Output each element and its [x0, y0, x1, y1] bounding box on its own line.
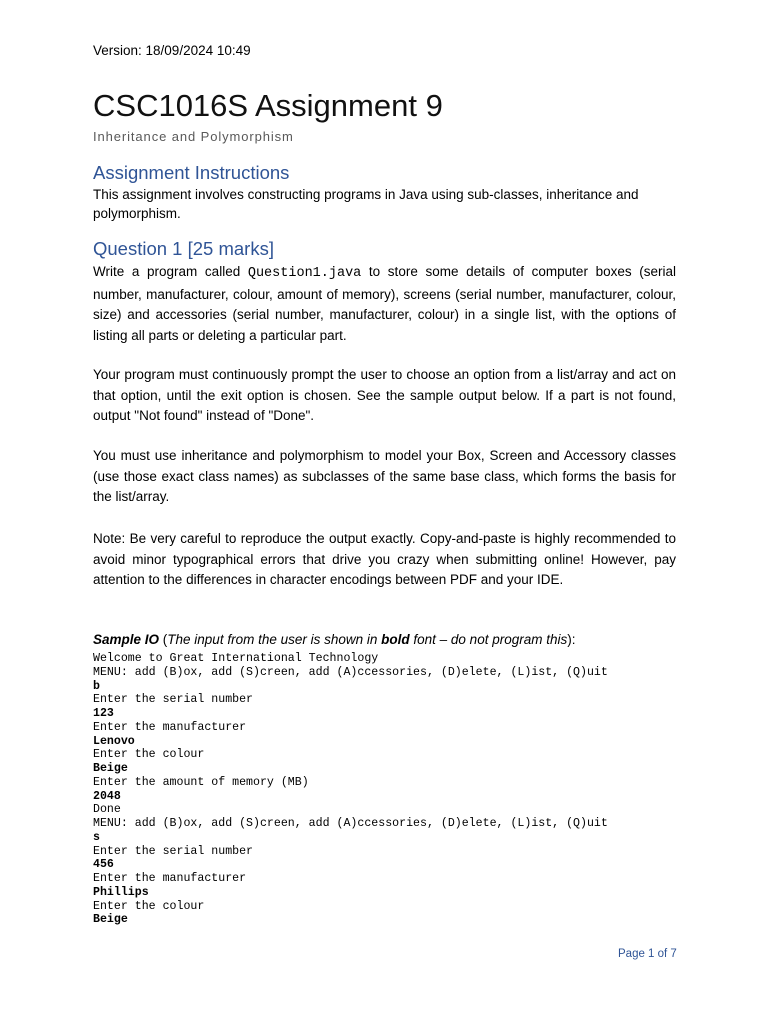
sample-io-user-input: Phillips — [93, 885, 149, 899]
sample-io-label: Sample IO — [93, 632, 160, 647]
question1-paragraph-1 — [93, 262, 676, 346]
question1-paragraph-4: Note: Be very careful to reproduce the output exactly. Copy-and-paste is highly recommended to avoid minor typographical errors that drive you crazy when submitting online! However, pay attention to the differences in character encodings between PDF and your IDE. — [93, 531, 676, 587]
sample-io-user-input: Lenovo — [93, 734, 135, 748]
document-title: CSC1016S Assignment 9 — [93, 88, 443, 123]
question1-paragraph-2: Your program must continuously prompt the user to choose an option from a list/array and act on that option, until the exit option is chosen. See the sample output below. If a part is not found, output "Not found" instead of "Done". — [93, 367, 676, 423]
sample-io-output-line: Done — [93, 803, 121, 817]
sample-io-close: ): — [567, 632, 576, 647]
sample-io-user-input: Beige — [93, 913, 128, 927]
page-number: Page 1 of 7 — [618, 948, 677, 960]
sample-io-output-line: MENU: add (B)ox, add (S)creen, add (A)ccessories, (D)elete, (L)ist, (Q)uit — [93, 665, 608, 679]
sample-io-output-line: Enter the manufacturer — [93, 872, 247, 885]
document-subtitle: Inheritance and Polymorphism — [93, 129, 294, 144]
sample-io-note-bold: bold — [381, 632, 410, 647]
sample-io-output-line: Enter the serial number — [93, 693, 254, 707]
sample-io-heading — [93, 632, 575, 647]
p1-text-after: to store some details of computer boxes (serial number, manufacturer, colour, amount of memory), screens (serial number, manufacturer, colour, size) and accessories (serial number, manufacturer, colour) in a single list, with the options of listing all parts or deleting a particular part. — [93, 264, 676, 343]
sample-io-code-block — [93, 652, 683, 927]
sample-io-user-input: 456 — [93, 858, 114, 872]
sample-io-user-input: Beige — [93, 762, 128, 775]
sample-io-user-input: b — [93, 679, 100, 693]
instructions-heading: Assignment Instructions — [93, 162, 290, 183]
sample-io-user-input: s — [93, 830, 100, 844]
sample-io-open: ( — [159, 632, 168, 647]
sample-io-output-line: MENU: add (B)ox, add (S)creen, add (A)ccessories, (D)elete, (L)ist, (Q)uit — [93, 817, 608, 830]
sample-io-output-line: Enter the colour — [93, 748, 205, 762]
p1-text-before: Write a program called — [93, 264, 248, 279]
question1-paragraph-3: You must use inheritance and polymorphism to model your Box, Screen and Accessory classes (use those exact class names) as subclasses of the same base class, which forms the basis for the list/array. — [93, 448, 676, 504]
version-line: Version: 18/09/2024 10:49 — [93, 43, 251, 58]
sample-io-output-line: Enter the manufacturer — [93, 720, 247, 734]
question1-heading: Question 1 [25 marks] — [93, 238, 274, 259]
sample-io-user-input: 123 — [93, 707, 114, 720]
instructions-text: This assignment involves constructing programs in Java using sub-classes, inheritance and polymorphism. — [93, 187, 639, 221]
sample-io-output-line: Enter the serial number — [93, 844, 254, 858]
sample-io-output-line: Welcome to Great International Technology — [93, 652, 379, 665]
sample-io-output-line: Enter the amount of memory (MB) — [93, 775, 309, 789]
filename-code: Question1.java — [247, 266, 362, 281]
sample-io-user-input: 2048 — [93, 789, 121, 803]
sample-io-note-b: font – do not program this — [409, 632, 568, 647]
sample-io-note-a: The input from the user is shown in — [167, 632, 382, 647]
sample-io-output-line: Enter the colour — [93, 899, 205, 913]
